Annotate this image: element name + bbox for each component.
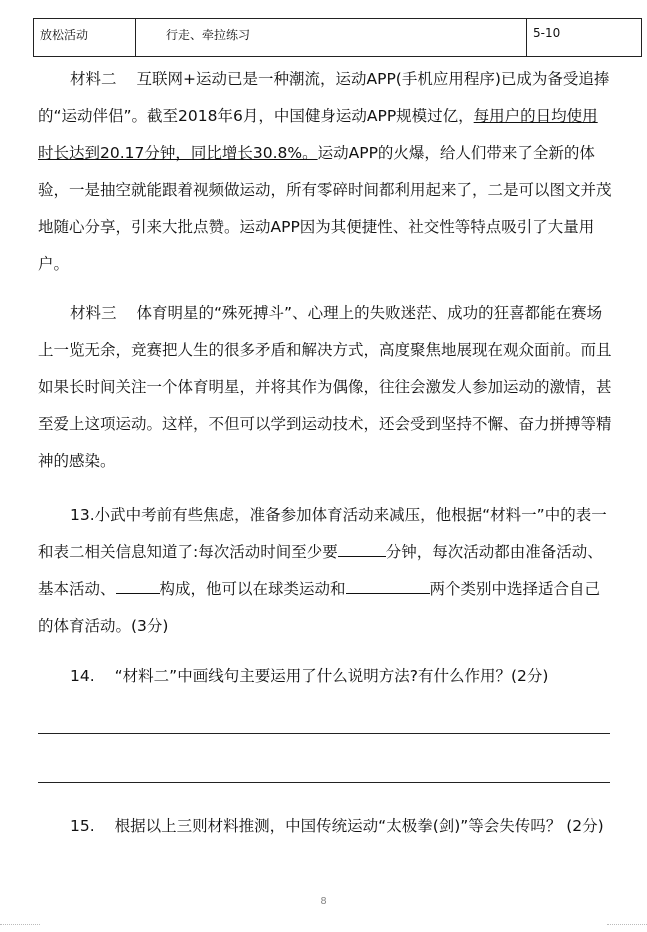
question-14-number: 14. bbox=[70, 667, 95, 685]
bottom-left-crop-mark bbox=[0, 924, 40, 925]
answer-blank-activity[interactable] bbox=[116, 579, 160, 594]
question-15-text: 根据以上三则材料推测，中国传统运动“太极拳(剑)”等会失传吗？ (2分) bbox=[114, 817, 604, 835]
material-three-paragraph bbox=[38, 295, 612, 480]
activity-content-cell: 行走、牵拉练习 bbox=[136, 19, 527, 56]
material-two-text-before: 互联网+运动已是一种潮流，运动APP(手机应用程序)已成为备受追捧的“运动伴侣”。截至2018年6月，中国健身运动APP规模过亿， bbox=[38, 70, 610, 125]
activity-table-row bbox=[33, 18, 642, 57]
activity-name-cell: 放松活动 bbox=[34, 19, 136, 56]
bottom-right-crop-mark bbox=[607, 924, 647, 925]
answer-line-1[interactable] bbox=[38, 733, 610, 734]
material-two-text-after: 运动APP的火爆，给人们带来了全新的体验，一是抽空就能跟着视频做运动，所有零碎时间都利用起来了，二是可以图文并茂地随心分享，引来大批点赞。运动APP因为其便捷性、社交性等特点吸引了大量用户。 bbox=[38, 144, 612, 273]
answer-blank-minutes[interactable] bbox=[338, 542, 386, 557]
material-two-underlined-sentence: 每用户的日均使用时长达到20.17分钟，同比增长30.8%。 bbox=[38, 107, 598, 162]
activity-time-cell: 5-10 bbox=[533, 26, 561, 40]
question-13 bbox=[38, 497, 612, 645]
answer-blank-category[interactable] bbox=[346, 579, 430, 594]
question-13-part3: 构成，他可以在球类运动和 bbox=[159, 580, 346, 598]
material-three-text: 体育明星的“殊死搏斗”、心理上的失败迷茫、成功的狂喜都能在赛场上一览无余，竞赛把人生的很多矛盾和解决方式，高度聚焦地展现在观众面前。而且如果长时间关注一个体育明星，并将其作为偶像，往往会激发人参加运动的激情，甚至爱上这项运动。这样，不但可以学到运动技术，还会受到坚持不懈、奋力拼搏等精神的感染。 bbox=[38, 304, 612, 470]
question-13-part2: 分钟，每次活动都由准备活动、基本活动、 bbox=[38, 543, 603, 598]
question-13-part4: 两个类别中选择适合自己的体育活动。(3分) bbox=[38, 580, 601, 635]
material-three-label: 材料三 bbox=[70, 304, 117, 322]
question-15-number: 15. bbox=[70, 817, 95, 835]
question-14-text: “材料二”中画线句主要运用了什么说明方法?有什么作用？(2分) bbox=[114, 667, 549, 685]
question-14 bbox=[38, 658, 612, 695]
material-two-paragraph bbox=[38, 61, 612, 283]
page-number: 8 bbox=[320, 896, 327, 907]
answer-line-2[interactable] bbox=[38, 782, 610, 783]
material-two-label: 材料二 bbox=[70, 70, 117, 88]
question-13-part1: 13.小武中考前有些焦虑，准备参加体育活动来减压，他根据“材料一”中的表一和表二相关信息知道了:每次活动时间至少要 bbox=[38, 506, 607, 561]
question-15 bbox=[38, 808, 612, 845]
